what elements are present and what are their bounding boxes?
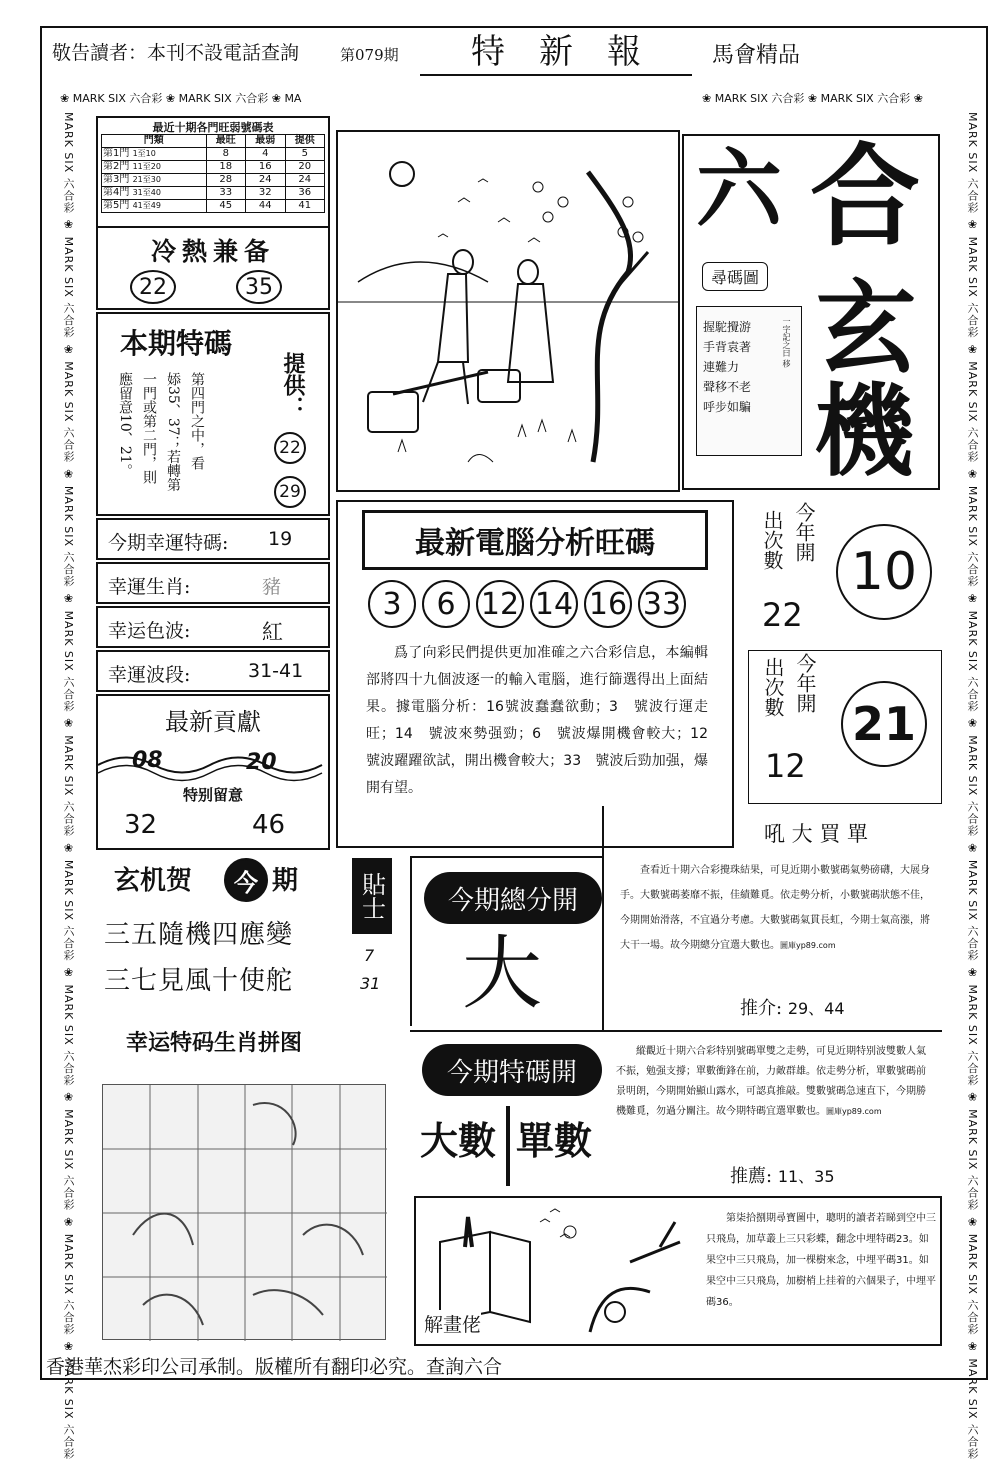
special-box — [96, 312, 330, 516]
year-stat-1 — [752, 500, 952, 650]
scroll-side: 一字記之曰 移 — [782, 317, 791, 368]
special-open-divider — [506, 1106, 510, 1186]
analysis-number: 14 — [530, 580, 578, 628]
brand-scroll — [696, 306, 802, 456]
special-text-col: 婖35、37；若轉第 — [165, 372, 181, 492]
table-header: 最弱 — [246, 135, 285, 148]
puzzle-lines — [103, 1085, 387, 1341]
scroll-row: 握駝攪游 — [703, 320, 752, 334]
year-stat-2 — [748, 650, 942, 804]
lucky-code-value: 19 — [268, 528, 293, 550]
buy-recommend: 推介: 29、44 — [740, 998, 845, 1019]
xuanji-badge: 今 — [224, 858, 268, 902]
brand-box — [682, 134, 940, 490]
marksix-strip-top-right: ❀ MARK SIX 六合彩 ❀ MARK SIX 六合彩 ❀ — [702, 92, 923, 105]
table-row: 第3門 21至30 28 24 24 — [102, 174, 325, 187]
contribution-hand-number: 20 — [246, 750, 277, 775]
buy-title: 吼 大 買 單 — [764, 822, 869, 846]
year-stat-left-label: 出次數 — [760, 510, 784, 570]
scroll-row: 呼步如騙 — [703, 400, 752, 414]
history-table — [101, 134, 325, 213]
special-open-box — [410, 1030, 942, 1190]
header-notice: 敬告讀者：本刊不設電話查詢 — [52, 42, 300, 64]
table-header: 提供 — [285, 135, 325, 148]
year-stat-count: 12 — [765, 747, 806, 785]
table-header: 最旺 — [206, 135, 245, 148]
table-header: 門類 — [102, 135, 207, 148]
lucky-code-row — [96, 518, 330, 560]
lucky-color-label: 幸运色波: — [108, 620, 191, 642]
analysis-numbers — [368, 580, 686, 628]
issue-label: 第079期 — [340, 46, 399, 64]
special-open-source: 圖庫yp89.com — [826, 1107, 882, 1116]
analysis-number: 16 — [584, 580, 632, 628]
lucky-range-value: 31-41 — [248, 660, 304, 682]
lucky-zodiac-label: 幸運生肖: — [108, 576, 191, 598]
marksix-strip-left: MARK SIX 六合彩 ❀ MARK SIX 六合彩 ❀ MARK SIX 六合彩 ❀ MARK SIX 六合彩 ❀ MARK SIX 六合彩 ❀ MARK SIX 六合彩 ❀ MARK SIX 六合彩 ❀ MARK SIX 六合彩 ❀ MARK SIX 六合彩 ❀ MARK SIX 六合彩 ❀ MARK SIX 六合彩 — [62, 112, 75, 1460]
analysis-title: 最新電腦分析旺碼 — [362, 510, 708, 570]
special-open-label: 今期特碼開 — [422, 1044, 602, 1096]
hot-cold-box — [96, 226, 330, 310]
lucky-code-label: 今期幸運特碼: — [108, 532, 229, 554]
tips-label: 貼士 — [352, 858, 392, 934]
lucky-color-row — [96, 606, 330, 648]
table-row: 第1門 1至10 8 4 5 — [102, 148, 325, 161]
history-table-box — [96, 116, 330, 228]
hot-cold-number: 22 — [130, 270, 176, 304]
riddle-caption: 解畫佬 — [424, 1310, 481, 1337]
lucky-range-label: 幸運波段: — [108, 664, 191, 686]
scroll-row: 聲移不老 — [703, 380, 752, 394]
contribution-number: 46 — [252, 810, 286, 840]
year-stat-right-label: 今年開 — [793, 653, 817, 713]
buy-box — [602, 806, 942, 1032]
marksix-strip-top-left: ❀ MARK SIX 六合彩 ❀ MARK SIX 六合彩 ❀ MA — [60, 92, 302, 105]
buy-text: 查看近十期六合彩攪珠結果，可見近期小數號碼氣勢磅礴，大展身手。大數號碼萎靡不振，佳績難覓。依走勢分析，小數號碼狀態不佳，今期開始滑落，不宜過分考慮。大數號碼氣貫長虹，今期士氣高漲，將大干一場。故今期總分宜選大數也。圖庫yp89.com — [620, 865, 930, 951]
year-stat-ball: 10 — [836, 524, 932, 620]
year-stat-right-label: 今年開 — [792, 502, 816, 562]
analysis-number: 33 — [638, 580, 686, 628]
puzzle-grid[interactable] — [102, 1084, 386, 1340]
lucky-color-value: 紅 — [262, 620, 283, 644]
lucky-range-row — [96, 650, 330, 692]
header-subtitle: 馬會精品 — [712, 43, 801, 68]
brand-char: 機 — [814, 372, 914, 490]
table-row: 第2門 11至20 18 16 20 — [102, 161, 325, 174]
analysis-number: 6 — [422, 580, 470, 628]
special-text-col: 第四門之中，看 — [189, 372, 205, 470]
analysis-number: 12 — [476, 580, 524, 628]
special-number: 22 — [274, 432, 306, 464]
table-row: 第4門 31至40 33 32 36 — [102, 187, 325, 200]
special-open-text: 縱觀近十期六合彩特别號碼單雙之走勢，可見近期特别波雙數人氣不振，勉强支撐；單數衝鋒在前，力敵群雄。依走勢分析，單數號碼前景明朗，今期開始顯山露水，可認真推敲。雙數號碼急速直下，今期勝機難覓，勿過分關注。故今期特碼宜選單數也。圖庫yp89.com — [616, 1046, 926, 1117]
total-box — [410, 856, 602, 1026]
hot-cold-number: 35 — [236, 270, 282, 304]
special-open-value: 單數 — [516, 1119, 593, 1163]
table-row: 第5門 41至49 45 44 41 — [102, 200, 325, 213]
marksix-strip-right: MARK SIX 六合彩 ❀ MARK SIX 六合彩 ❀ MARK SIX 六合彩 ❀ MARK SIX 六合彩 ❀ MARK SIX 六合彩 ❀ MARK SIX 六合彩 ❀ MARK SIX 六合彩 ❀ MARK SIX 六合彩 ❀ MARK SIX 六合彩 ❀ MARK SIX 六合彩 ❀ MARK SIX 六合彩 — [966, 112, 979, 1460]
total-value: 大 — [462, 927, 542, 1020]
analysis-number: 3 — [368, 580, 416, 628]
tips-value: 7 — [364, 946, 375, 965]
scroll-row: 連難力 — [703, 360, 740, 374]
year-stat-count: 22 — [762, 596, 803, 634]
contribution-number: 32 — [124, 810, 158, 840]
analysis-text: 爲了向彩民們提供更加准確之六合彩信息，本編輯部將四十九個波逐一的輸入電腦，進行篩選得出上面結果。據電腦分析：16號波蠢蠢欲動；3 號波行運走旺；14 號波來勢强勁；6 號波爆開機會較大；12 號波躍躍欲試，開出機會較大；33 號波后勁加强，爆開有望。 — [366, 645, 722, 796]
puzzle-title: 幸运特码生肖拼图 — [126, 1031, 303, 1056]
brand-char: 六 — [696, 139, 782, 240]
hot-cold-title: 冷熱兼备 — [150, 237, 275, 266]
special-text-col: 一門或第二門，則 — [141, 372, 157, 484]
tips-box — [340, 852, 402, 1002]
special-provide-label: 提供： — [280, 352, 306, 418]
xuanji-title: 玄机贺 — [114, 866, 193, 896]
footer-text: 香港華杰彩印公司承制。版權所有翻印必究。查詢六合 — [46, 1356, 503, 1378]
total-label: 今期總分開 — [424, 872, 602, 924]
tips-value: 31 — [360, 974, 381, 993]
brand-char: 玄 — [816, 269, 916, 387]
xuanji-box — [96, 856, 332, 996]
brand-tag: 尋碼圖 — [702, 262, 768, 291]
page-title: 特 新 報 — [420, 30, 692, 76]
treasure-drawing — [338, 132, 678, 490]
scroll-row: 手背袁著 — [703, 340, 752, 354]
special-number: 29 — [274, 476, 306, 508]
puzzle-box — [96, 1018, 402, 1348]
year-stat-left-label: 出次數 — [761, 657, 785, 717]
special-title: 本期特碼 — [120, 327, 233, 360]
buy-source: 圖庫yp89.com — [780, 941, 836, 950]
contribution-note: 特别留意 — [182, 786, 243, 804]
special-open-recommend: 推薦: 11、35 — [730, 1166, 835, 1187]
lucky-zodiac-row — [96, 562, 330, 604]
xuanji-line: 三七見風十使舵 — [104, 966, 294, 996]
brand-char: 合 — [810, 132, 920, 261]
year-stat-ball: 21 — [841, 681, 927, 767]
xuanji-line: 三五隨機四應變 — [104, 920, 294, 950]
contribution-box — [96, 694, 330, 850]
riddle-text: 第柒拾捌期尋寶圖中，聰明的讀者若睇到空中三只飛鳥，加草叢上三只彩蝶，翻念中埋特碼23。如果空中三只飛鳥，加一棵樹來念，中埋平碼31。如果空中三只飛鳥，加樹梢上挂着的六個果子，中埋平碼36。 — [706, 1213, 936, 1308]
xuanji-title-end: 期 — [272, 866, 299, 896]
history-table-title: 最近十期各門旺弱號碼表 — [152, 121, 274, 134]
riddle-box — [414, 1196, 942, 1346]
special-text-col: 應留意10、21。 — [117, 372, 133, 478]
treasure-illustration — [336, 130, 680, 492]
issue-number: 079 — [355, 46, 384, 64]
contribution-title: 最新貢獻 — [165, 708, 261, 736]
special-open-value: 大數 — [420, 1119, 497, 1163]
analysis-box — [336, 500, 734, 848]
lucky-zodiac-value: 豬 — [262, 576, 282, 598]
contribution-hand-number: 08 — [132, 748, 163, 773]
